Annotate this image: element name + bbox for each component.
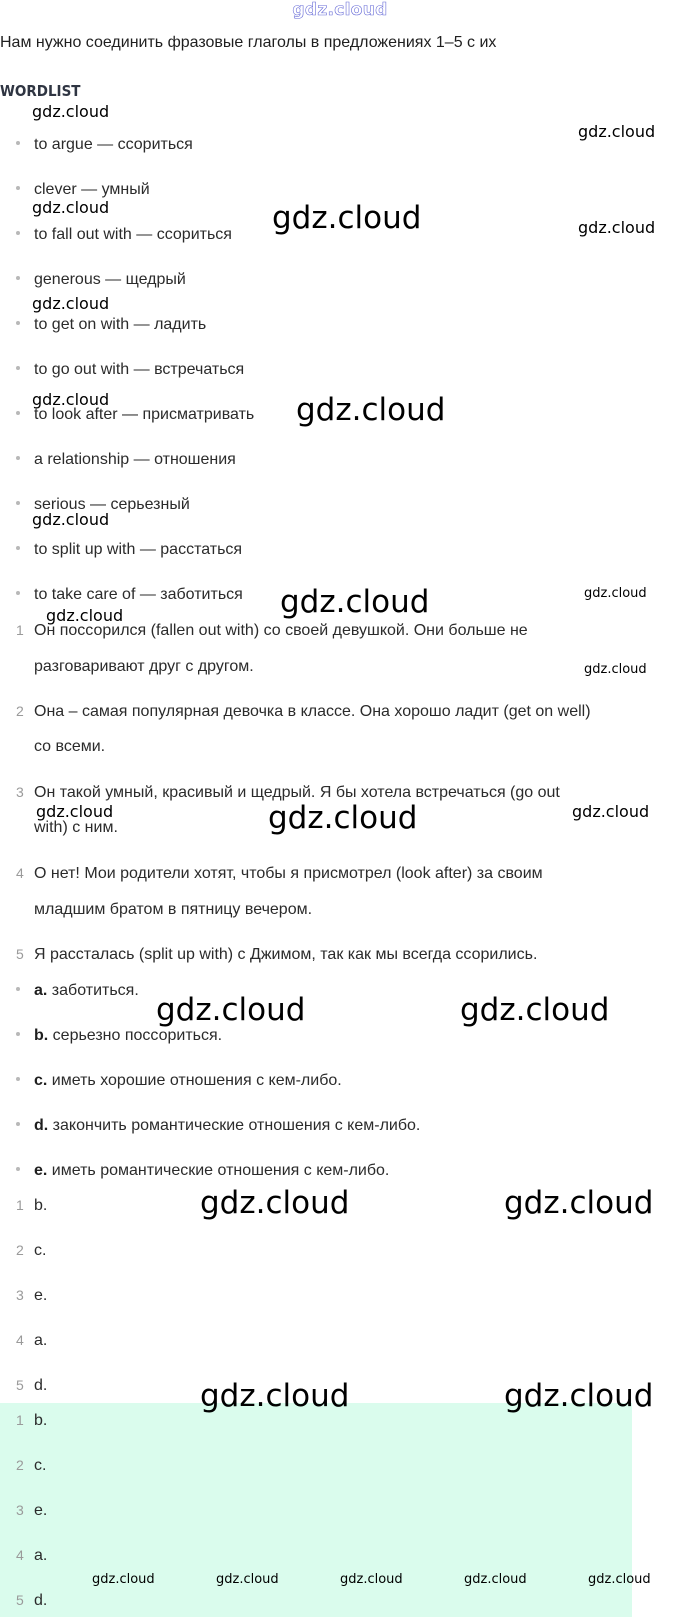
- watermark: gdz.cloud: [268, 800, 418, 836]
- sentence-continuation: младшим братом в пятницу вечером.: [34, 901, 313, 918]
- sentence-row: 4 О нет! Мои родители хотят, чтобы я присмотрел (look after) за своим: [16, 865, 543, 882]
- watermark: gdz.cloud: [32, 390, 110, 409]
- bullet-icon: [16, 456, 20, 460]
- wordlist-item: to go out with — встречаться: [16, 361, 244, 379]
- sentence-continuation: со всеми.: [34, 738, 106, 755]
- sentence-row: 5 Я рассталась (split up with) с Джимом, так как мы всегда ссорились.: [16, 946, 538, 963]
- wordlist-item: to argue — ссориться: [16, 136, 193, 154]
- bullet-icon: [16, 987, 20, 991]
- wordlist-item: generous — щедрый: [16, 271, 186, 289]
- wordlist-heading: WORDLIST: [0, 82, 81, 100]
- watermark: gdz.cloud: [588, 1572, 651, 1587]
- watermark: gdz.cloud: [32, 510, 110, 529]
- answer-row: 2 c.: [16, 1242, 47, 1259]
- highlighted-answer-row: 3 e.: [16, 1502, 48, 1519]
- watermark: gdz.cloud: [584, 586, 647, 601]
- watermark: gdz.cloud: [32, 294, 110, 313]
- bullet-icon: [16, 501, 20, 505]
- answer-row: 1 b.: [16, 1197, 48, 1214]
- watermark: gdz.cloud: [272, 200, 422, 236]
- answer-row: 3 e.: [16, 1287, 48, 1304]
- bullet-icon: [16, 231, 20, 235]
- answer-row: 4 a.: [16, 1332, 48, 1349]
- watermark: gdz.cloud: [464, 1572, 527, 1587]
- bullet-icon: [16, 276, 20, 280]
- wordlist-item: to get on with — ладить: [16, 316, 206, 334]
- watermark: gdz.cloud: [156, 992, 306, 1028]
- watermark: gdz.cloud: [584, 662, 647, 677]
- watermark: gdz.cloud: [578, 218, 656, 237]
- watermark: gdz.cloud: [216, 1572, 279, 1587]
- bullet-icon: [16, 411, 20, 415]
- definition-item: a. заботиться.: [16, 982, 139, 1000]
- watermark: gdz.cloud: [200, 1185, 350, 1221]
- watermark: gdz.cloud: [32, 198, 110, 217]
- sentence-row: 3 Он такой умный, красивый и щедрый. Я бы хотела встречаться (go out: [16, 784, 560, 801]
- wordlist-item: to look after — присматривать: [16, 406, 254, 424]
- wordlist-item: serious — серьезный: [16, 496, 190, 514]
- watermark: gdz.cloud: [36, 802, 114, 821]
- bullet-icon: [16, 1122, 20, 1126]
- watermark: gdz.cloud: [200, 1378, 350, 1414]
- wordlist-item: clever — умный: [16, 181, 150, 199]
- watermark: gdz.cloud: [572, 802, 650, 821]
- sentence-row: 1 Он поссорился (fallen out with) со своей девушкой. Они больше не: [16, 622, 528, 639]
- watermark: gdz.cloud: [460, 992, 610, 1028]
- definition-item: c. иметь хорошие отношения с кем-либо.: [16, 1072, 342, 1090]
- answer-row: 5 d.: [16, 1377, 48, 1394]
- watermark: gdz.cloud: [578, 122, 656, 141]
- highlighted-answer-row: 1 b.: [16, 1412, 48, 1429]
- sentence-continuation: with) с ним.: [34, 819, 118, 836]
- bullet-icon: [16, 1167, 20, 1171]
- watermark: gdz.cloud: [92, 1572, 155, 1587]
- watermark: gdz.cloud: [504, 1185, 654, 1221]
- wordlist-item: to split up with — расстаться: [16, 541, 242, 559]
- watermark: gdz.cloud: [340, 1572, 403, 1587]
- watermark: gdz.cloud: [296, 392, 446, 428]
- bullet-icon: [16, 141, 20, 145]
- definition-item: b. серьезно поссориться.: [16, 1027, 222, 1045]
- definition-item: d. закончить романтические отношения с кем-либо.: [16, 1117, 420, 1135]
- watermark: gdz.cloud: [280, 584, 430, 620]
- bullet-icon: [16, 546, 20, 550]
- wordlist-item: to take care of — заботиться: [16, 586, 243, 604]
- bullet-icon: [16, 366, 20, 370]
- watermark: gdz.cloud: [46, 606, 124, 625]
- watermark: gdz.cloud: [32, 102, 110, 121]
- definition-item: e. иметь романтические отношения с кем-либо.: [16, 1162, 389, 1180]
- intro-text: Нам нужно соединить фразовые глаголы в предложениях 1–5 с их: [0, 34, 497, 51]
- wordlist-item: a relationship — отношения: [16, 451, 236, 469]
- wordlist-item: to fall out with — ссориться: [16, 226, 232, 244]
- bullet-icon: [16, 1032, 20, 1036]
- sentence-continuation: разговаривают друг с другом.: [34, 658, 254, 675]
- bullet-icon: [16, 591, 20, 595]
- bullet-icon: [16, 321, 20, 325]
- sentence-row: 2 Она – самая популярная девочка в классе. Она хорошо ладит (get on well): [16, 703, 591, 720]
- highlighted-answer-row: 5 d.: [16, 1592, 48, 1609]
- site-logo[interactable]: gdz.cloud: [292, 0, 388, 20]
- bullet-icon: [16, 186, 20, 190]
- highlighted-answer-row: 4 a.: [16, 1547, 48, 1564]
- highlighted-answer-row: 2 c.: [16, 1457, 47, 1474]
- bullet-icon: [16, 1077, 20, 1081]
- watermark: gdz.cloud: [504, 1378, 654, 1414]
